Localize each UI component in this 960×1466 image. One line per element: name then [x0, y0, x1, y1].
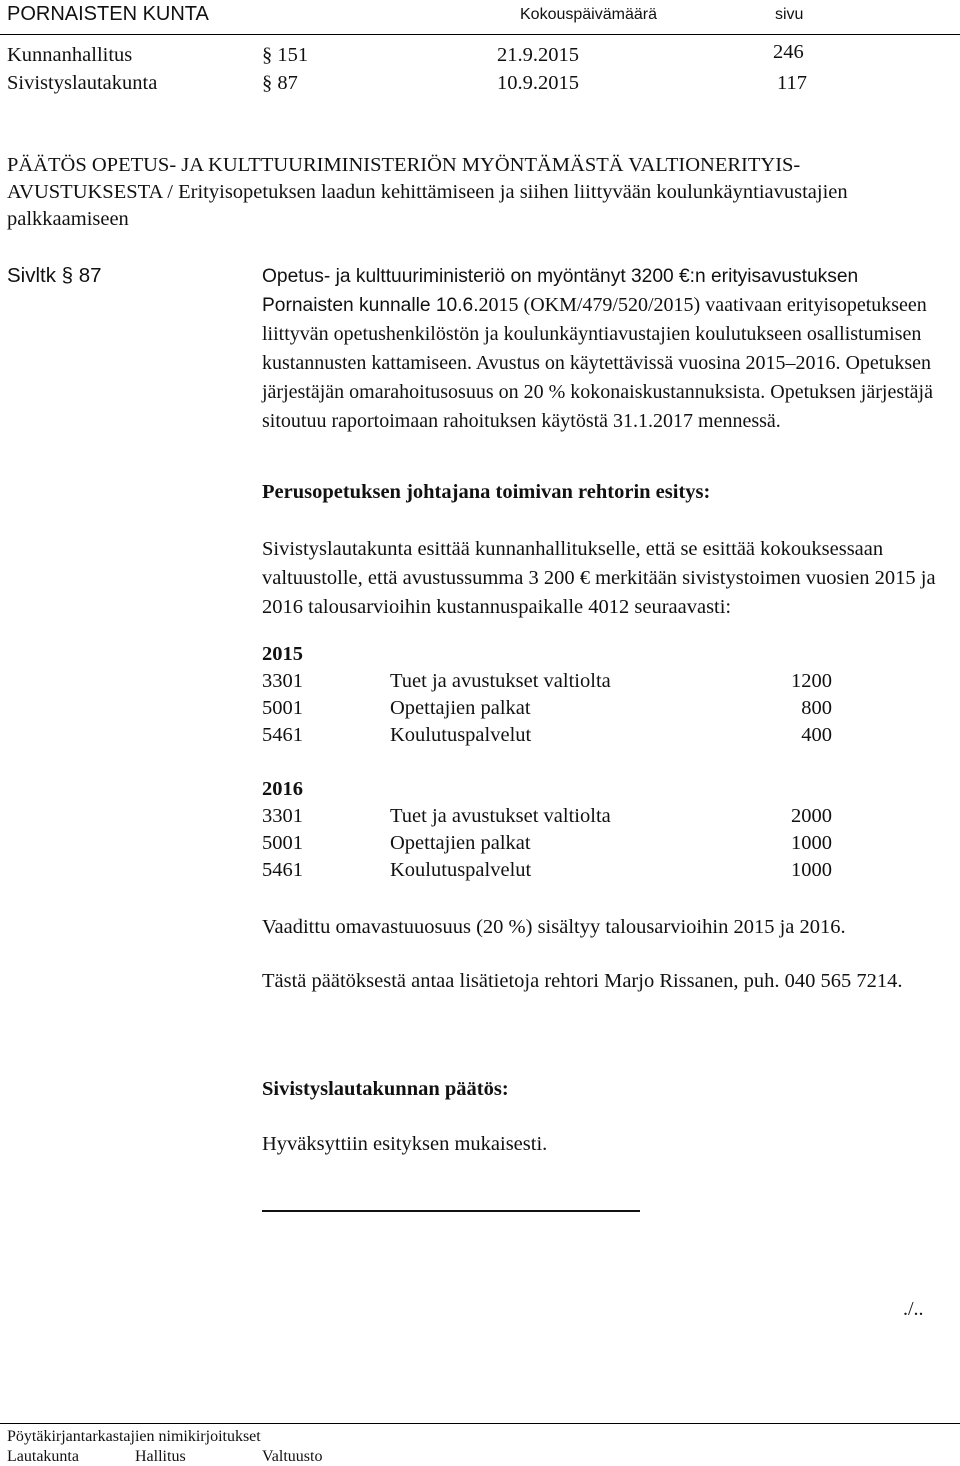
page-column-label: sivu: [775, 6, 804, 23]
organization-name: PORNAISTEN KUNTA: [7, 3, 209, 25]
contact-text: Tästä päätöksestä antaa lisätietoja rehtori Marjo Rissanen, puh. 040 565 7214.: [262, 970, 903, 992]
account-amount: 2000: [791, 805, 832, 827]
footer-divider: [0, 1423, 960, 1424]
budget-row: [262, 832, 832, 859]
account-code: 5461: [262, 724, 303, 746]
footer-label-hallitus: Hallitus: [135, 1448, 186, 1465]
page-header: [0, 0, 960, 34]
footer-title: Pöytäkirjantarkastajien nimikirjoitukset: [7, 1428, 261, 1445]
account-description: Koulutuspalvelut: [390, 724, 532, 746]
account-code: 5461: [262, 859, 303, 881]
meeting-date: 21.9.2015: [497, 44, 579, 66]
own-share-text: Vaadittu omavastuuosuus (20 %) sisältyy talousarvioihin 2015 ja 2016.: [262, 916, 846, 938]
intro-text-start: Opetus- ja kulttuuriministeriö on myöntänyt 3200 €:n erityisavustuksen Pornaisten kunnalle 10.6.: [262, 266, 859, 316]
account-code: 5001: [262, 697, 303, 719]
account-description: Opettajien palkat: [390, 832, 531, 854]
meeting-page: 117: [777, 72, 807, 94]
account-code: 3301: [262, 805, 303, 827]
meeting-date: 10.9.2015: [497, 72, 579, 94]
budget-row: [262, 859, 832, 886]
account-code: 3301: [262, 670, 303, 692]
account-description: Opettajien palkat: [390, 697, 531, 719]
meeting-section: § 87: [262, 72, 298, 94]
decision-title: PÄÄTÖS OPETUS- JA KULTTUURIMINISTERIÖN MYÖNTÄMÄSTÄ VALTIONERITYIS-AVUSTUKSESTA / Erityisopetuksen laadun kehittämiseen ja siihen liittyvään koulunkäyntiavustajien palkkaamiseen: [7, 154, 848, 230]
account-amount: 1000: [791, 859, 832, 881]
footer-label-valtuusto: Valtuusto: [262, 1448, 323, 1465]
account-description: Tuet ja avustukset valtiolta: [390, 670, 611, 692]
budget-row: [262, 670, 832, 697]
header-divider: [0, 34, 960, 35]
budget-row: [262, 724, 832, 751]
account-description: Tuet ja avustukset valtiolta: [390, 805, 611, 827]
budget-row: [262, 805, 832, 832]
account-amount: 1200: [791, 670, 832, 692]
proposal-heading: Perusopetuksen johtajana toimivan rehtorin esitys:: [262, 481, 711, 503]
intro-paragraph: [262, 262, 952, 436]
section-reference: Sivltk § 87: [7, 264, 102, 287]
signature-line: [262, 1210, 640, 1212]
meeting-body: Sivistyslautakunta: [7, 72, 158, 94]
intro-text-rest: 2015 (OKM/479/520/2015) vaativaan erityisopetukseen liittyvän opetushenkilöstön ja koulunkäyntiavustajien koulutukseen osallistumisen kustannusten kattamiseen. Avustus on käytettävissä vuosina 2015–2016. Opetuksen järjestäjän omarahoitusosuus on 20 % kokonaiskustannuksista. Opetuksen järjestäjä sitoutuu raportoimaan rahoituksen käytöstä 31.1.2017 mennessä.: [262, 294, 933, 432]
decision-text: Hyväksyttiin esityksen mukaisesti.: [262, 1133, 548, 1155]
budget-year-heading: 2015: [262, 643, 303, 665]
date-column-label: Kokouspäivämäärä: [520, 6, 657, 23]
budget-year-heading: 2016: [262, 778, 303, 800]
meeting-section: § 151: [262, 44, 309, 66]
budget-row: [262, 697, 832, 724]
decision-heading: Sivistyslautakunnan päätös:: [262, 1078, 509, 1100]
meeting-page: 246: [773, 41, 804, 63]
account-amount: 1000: [791, 832, 832, 854]
footer-label-lautakunta: Lautakunta: [7, 1448, 79, 1465]
account-code: 5001: [262, 832, 303, 854]
account-amount: 800: [801, 697, 832, 719]
continuation-marker: ./..: [903, 1298, 924, 1320]
meeting-body: Kunnanhallitus: [7, 44, 133, 66]
account-amount: 400: [801, 724, 832, 746]
proposal-text: Sivistyslautakunta esittää kunnanhallitukselle, että se esittää kokouksessaan valtuustolle, että avustussumma 3 200 € merkitään sivistystoimen vuosien 2015 ja 2016 talousarvioihin kustannuspaikalle 4012 seuraavasti:: [262, 538, 936, 618]
account-description: Koulutuspalvelut: [390, 859, 532, 881]
